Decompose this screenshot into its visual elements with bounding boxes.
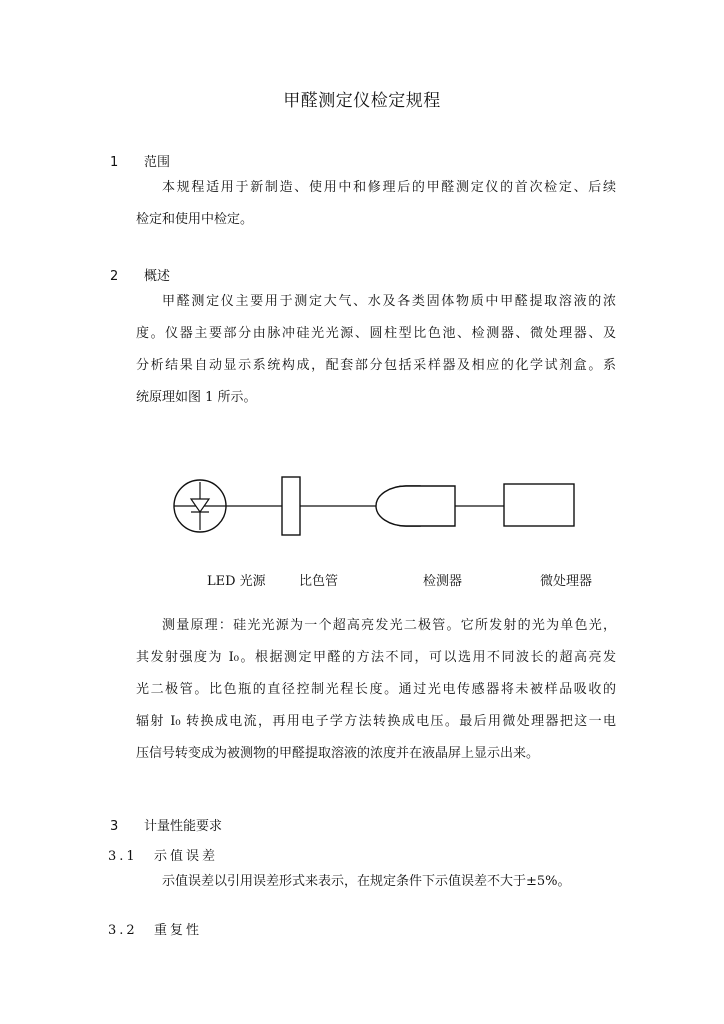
detector-icon xyxy=(376,486,455,526)
paragraph-line: 度。仪器主要部分由脉冲硅光光源、圆柱型比色池、检测器、微处理器、及 xyxy=(136,326,616,341)
paragraph-line: 压信号转变成为被测物的甲醛提取溶液的浓度并在液晶屏上显示出来。 xyxy=(136,746,540,761)
paragraph-line: 其发射强度为 I₀。根据测定甲醛的方法不同，可以选用不同波长的超高亮发 xyxy=(136,650,616,665)
system-diagram xyxy=(170,472,580,542)
subsection-number: 3.1 xyxy=(108,849,138,864)
paragraph-line: 本规程适用于新制造、使用中和修理后的甲醛测定仪的首次检定、后续 xyxy=(162,180,616,195)
subsection-title: 重复性 xyxy=(154,923,203,938)
section-title: 计量性能要求 xyxy=(144,819,223,834)
section-2-paragraph xyxy=(136,286,616,414)
section-title: 范围 xyxy=(144,155,171,170)
subsection-3-1-heading xyxy=(108,845,218,864)
section-1-paragraph xyxy=(136,172,616,236)
paragraph-line: 示值误差以引用误差形式来表示，在规定条件下示值误差不大于±5%。 xyxy=(162,874,571,889)
principle-paragraph xyxy=(136,610,616,770)
paragraph-line: 甲醛测定仪主要用于测定大气、水及各类固体物质中甲醛提取溶液的浓 xyxy=(162,294,616,309)
cuvette-icon xyxy=(282,477,300,535)
section-number: 2 xyxy=(110,269,119,284)
paragraph-line: 统原理如图 1 所示。 xyxy=(136,390,257,405)
paragraph-line: 辐射 I₀ 转换成电流，再用电子学方法转换成电压。最后用微处理器把这一电 xyxy=(136,714,616,729)
paragraph-line: 分析结果自动显示系统构成，配套部分包括采样器及相应的化学试剂盒。系 xyxy=(136,358,616,373)
section-1-heading xyxy=(110,151,170,170)
page-title: 甲醛测定仪检定规程 xyxy=(283,91,441,111)
section-title: 概述 xyxy=(144,269,171,284)
paragraph-line: 光二极管。比色瓶的直径控制光程长度。通过光电传感器将未被样品吸收的 xyxy=(136,682,616,697)
label-microprocessor: 微处理器 xyxy=(540,574,593,589)
label-cuvette: 比色管 xyxy=(299,574,339,589)
paragraph-line: 检定和使用中检定。 xyxy=(136,212,254,227)
diagram-labels xyxy=(0,570,724,590)
paragraph-line: 测量原理：硅光光源为一个超高亮发光二极管。它所发射的光为单色光， xyxy=(162,618,616,633)
label-led-source: LED 光源 xyxy=(207,574,266,589)
section-3-heading xyxy=(110,815,222,834)
label-detector: 检测器 xyxy=(423,574,463,589)
section-number: 1 xyxy=(110,155,119,170)
section-number: 3 xyxy=(110,819,119,834)
subsection-title: 示值误差 xyxy=(154,849,219,864)
subsection-3-1-paragraph xyxy=(136,866,616,898)
subsection-3-2-heading xyxy=(108,919,202,938)
subsection-number: 3.2 xyxy=(108,923,138,938)
microprocessor-icon xyxy=(504,484,574,526)
led-icon xyxy=(174,480,226,532)
section-2-heading xyxy=(110,265,170,284)
